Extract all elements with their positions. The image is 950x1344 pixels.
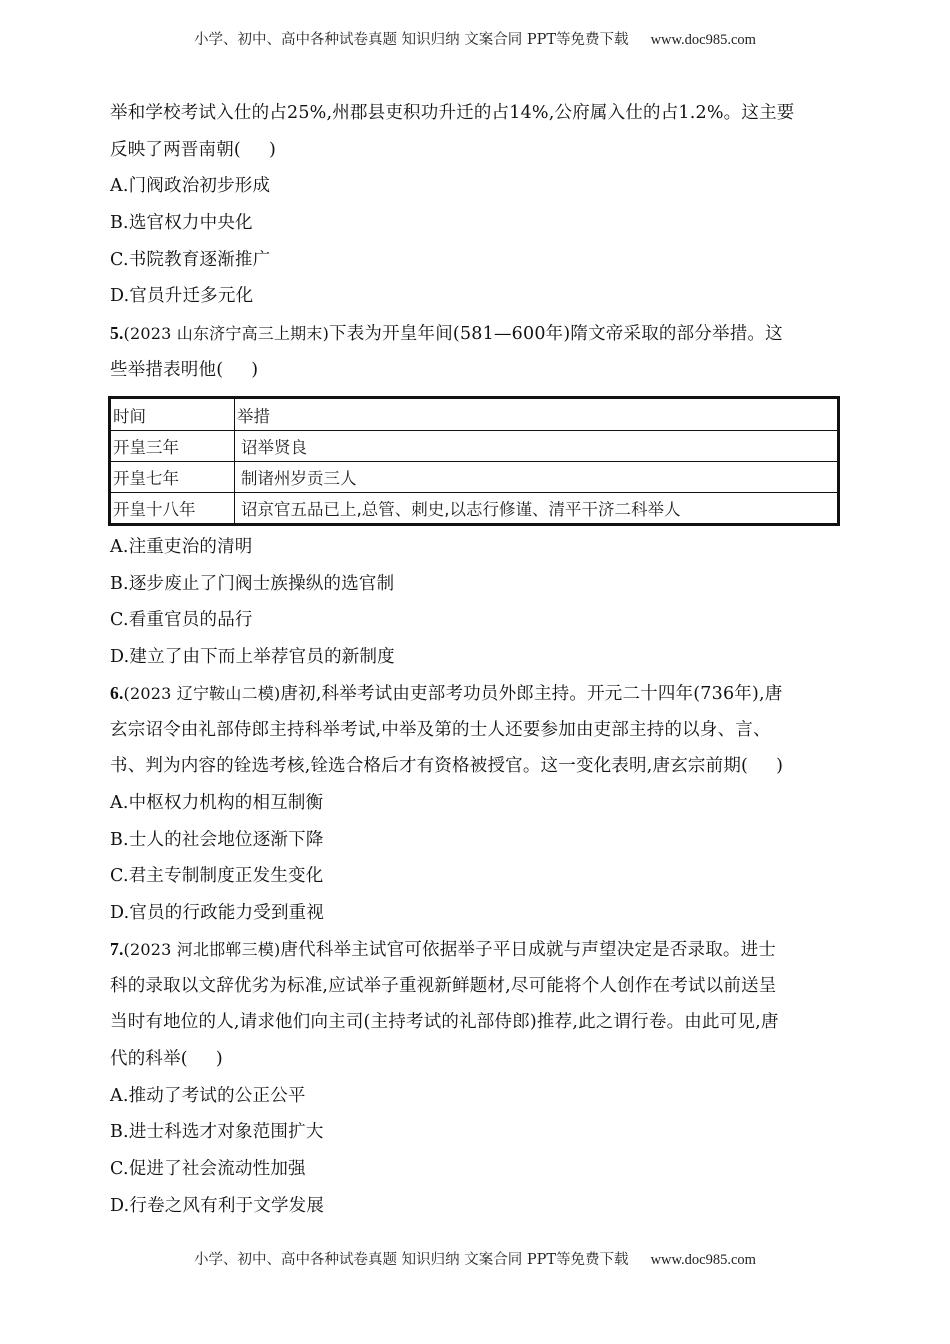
question-7-number: 7 <box>110 939 119 959</box>
page-footer <box>0 1248 950 1269</box>
question-4-option-a: A.门阀政治初步形成 <box>110 176 271 197</box>
question-6-stem-line-1: 6.(2023 辽宁鞍山二模)唐初,科举考试由吏部考功员外郎主持。开元二十四年(736年),唐 <box>110 683 783 704</box>
question-6 <box>110 675 783 932</box>
question-6-number: 6 <box>110 683 119 703</box>
question-6-option-b: B.士人的社会地位逐渐下降 <box>110 829 324 850</box>
question-6-option-c: C.君主专制制度正发生变化 <box>110 866 324 887</box>
table-row <box>110 431 839 462</box>
question-5-option-c: C.看重官员的品行 <box>110 610 253 631</box>
table-cell-time: 开皇十八年 <box>110 493 235 525</box>
question-6-stem-line-2: 玄宗诏令由礼部侍郎主持科举考试,中举及第的士人还要参加由吏部主持的以身、言、 <box>110 719 771 740</box>
header-text: 小学、初中、高中各种试卷真题 知识归纳 文案合同 PPT等免费下载 <box>194 32 629 48</box>
table-row <box>110 493 839 525</box>
question-7 <box>110 931 779 1225</box>
table-cell-time: 开皇三年 <box>110 431 235 462</box>
table-header-time: 时间 <box>110 398 235 431</box>
question-7-option-a: A.推动了考试的公正公平 <box>110 1085 306 1106</box>
question-7-stem-line-2: 科的录取以文辞优劣为标准,应试举子重视新鲜题材,尽可能将个人创作在考试以前送呈 <box>110 975 777 996</box>
table-cell-measure: 诏京官五品已上,总管、刺史,以志行修谨、清平干济二科举人 <box>235 493 839 525</box>
question-5-option-a: A.注重吏治的清明 <box>110 537 253 557</box>
question-4-option-c: C.书院教育逐渐推广 <box>110 249 271 270</box>
question-7-stem-line-4: 代的科举( ) <box>110 1049 223 1070</box>
question-5-number: 5 <box>110 323 119 344</box>
table-header-measure: 举措 <box>235 398 839 431</box>
question-4-stem-line-2: 反映了两晋南朝( ) <box>110 139 276 160</box>
question-4-stem-line-1: 举和学校考试入仕的占25%,州郡县吏积功升迁的占14%,公府属入仕的占1.2%。这主要 <box>110 103 795 123</box>
question-7-source: (2023 河北邯郸三模) <box>123 940 281 959</box>
question-4-option-b: B.选官权力中央化 <box>110 213 253 234</box>
table-row <box>110 462 839 493</box>
page-header <box>0 28 950 49</box>
table-cell-measure: 制诸州岁贡三人 <box>235 462 839 493</box>
footer-text: 小学、初中、高中各种试卷真题 知识归纳 文案合同 PPT等免费下载 <box>194 1252 629 1268</box>
sui-measures-table <box>108 396 840 526</box>
question-5-options <box>110 529 395 676</box>
question-5-source: (2023 山东济宁高三上期末) <box>123 324 330 344</box>
table-cell-time: 开皇七年 <box>110 462 235 493</box>
question-7-option-d: D.行卷之风有利于文学发展 <box>110 1195 325 1216</box>
footer-site-link[interactable]: www.doc985.com <box>650 1252 756 1268</box>
table-header-row <box>110 398 839 431</box>
question-5-stem-line-1: 5.(2023 山东济宁高三上期末)下表为开皇年间(581—600年)隋文帝采取的部分举措。这 <box>110 323 783 345</box>
question-6-option-d: D.官员的行政能力受到重视 <box>110 903 325 924</box>
question-4-stem-text: 反映了两晋南朝( <box>110 139 241 160</box>
question-4 <box>110 95 845 389</box>
question-6-option-a: A.中枢权力机构的相互制衡 <box>110 793 324 814</box>
question-7-option-b: B.进士科选才对象范围扩大 <box>110 1122 324 1143</box>
question-5-stem-line-2: 些举措表明他( ) <box>110 359 259 380</box>
question-7-stem-line-3: 当时有地位的人,请求他们向主司(主持考试的礼部侍郎)推荐,此之谓行卷。由此可见,唐 <box>110 1012 779 1033</box>
question-6-source: (2023 辽宁鞍山二模) <box>123 684 281 703</box>
question-7-stem-line-1: 7.(2023 河北邯郸三模)唐代科举主试官可依据举子平日成就与声望决定是否录取。进士 <box>110 939 777 960</box>
question-7-option-c: C.促进了社会流动性加强 <box>110 1159 306 1180</box>
table-cell-measure: 诏举贤良 <box>235 431 839 462</box>
question-5-option-b: B.逐步废止了门阀士族操纵的选官制 <box>110 573 395 594</box>
question-6-stem-line-3: 书、判为内容的铨选考核,铨选合格后才有资格被授官。这一变化表明,唐玄宗前期( ) <box>110 756 784 777</box>
header-site-link[interactable]: www.doc985.com <box>650 32 756 48</box>
question-4-option-d: D.官员升迁多元化 <box>110 286 254 307</box>
question-5-option-d: D.建立了由下而上举荐官员的新制度 <box>110 647 395 668</box>
